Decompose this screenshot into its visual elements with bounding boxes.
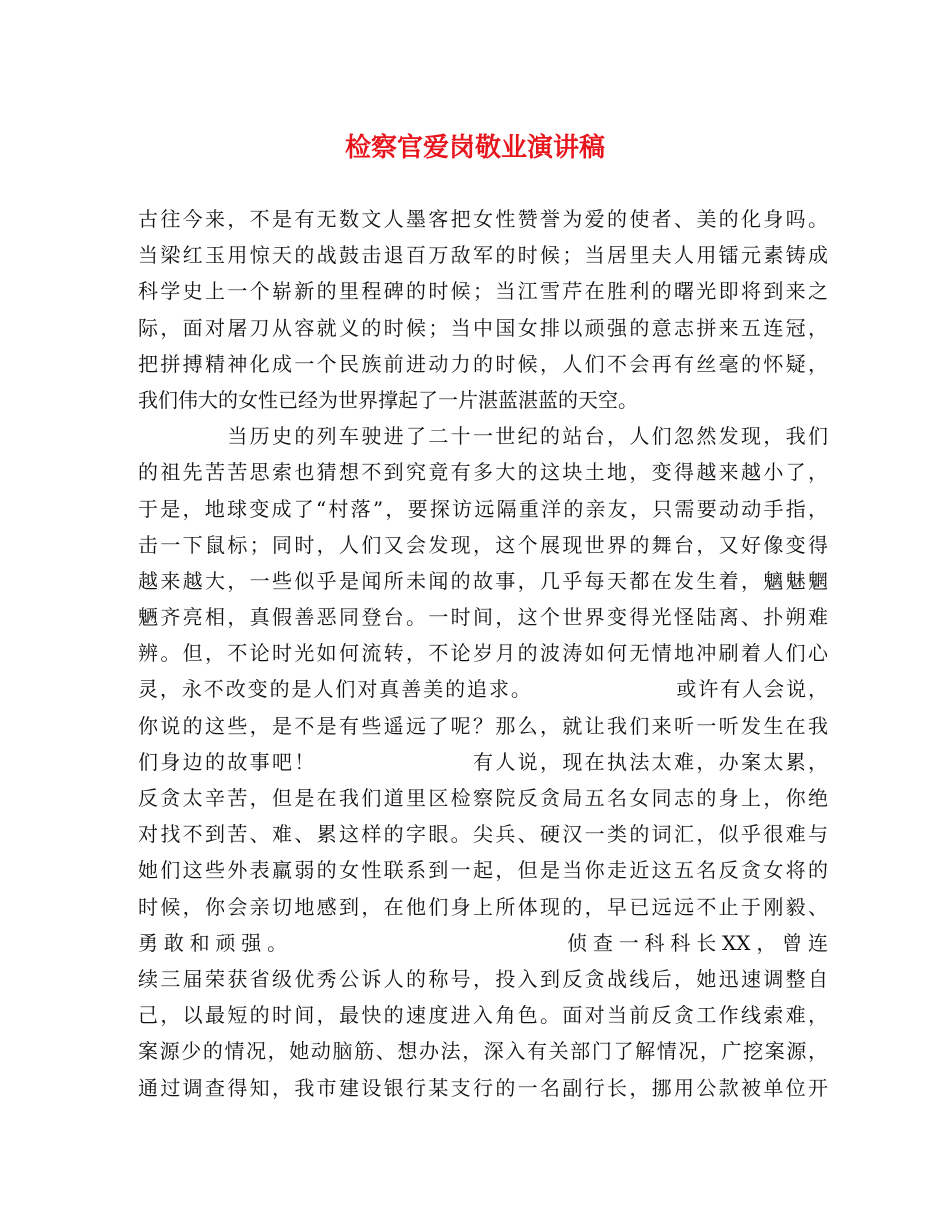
text-line: 她们这些外表羸弱的女性联系到一起，但是当你走近这五名反贪女将的 [138, 858, 828, 883]
text-line: 通过调查得知，我市建设银行某支行的一名副行长，挪用公款被单位开 [138, 1075, 828, 1100]
text-line: 时候，你会亲切地感到，在他们身上所体现的，早已远远不止于刚毅、 [138, 894, 828, 919]
text-line: 科学史上一个崭新的里程碑的时候；当江雪芹在胜利的曙光即将到来之 [138, 279, 828, 304]
text-line: 当历史的列车驶进了二十一世纪的站台，人们忽然发现，我们 [138, 424, 828, 449]
text-line: 我们伟大的女性已经为世界撑起了一片湛蓝湛蓝的天空。 [138, 387, 638, 412]
text-line: 辨。但，不论时光如何流转，不论岁月的波涛如何无情地冲刷着人们心 [138, 641, 828, 666]
text-line: 魉齐亮相，真假善恶同登台。一时间，这个世界变得光怪陆离、扑朔难 [138, 605, 828, 630]
text-line: 你说的这些，是不是有些遥远了呢？那么，就让我们来听一听发生在我 [138, 713, 828, 738]
text-line: 续三届荣获省级优秀公诉人的称号，投入到反贪战线后，她迅速调整自 [138, 966, 828, 991]
text-line: 的祖先苦苦思索也猜想不到究竟有多大的这块土地，变得越来越小了， [138, 460, 828, 485]
document-body [138, 201, 828, 1106]
text-line: 于是，地球变成了“村落”，要探访远隔重洋的亲友，只需要动动手指， [138, 496, 828, 521]
text-line: 把拼搏精神化成一个民族前进动力的时候，人们不会再有丝毫的怀疑， [138, 351, 828, 376]
text-line: 们身边的故事吧！ 有人说，现在执法太难，办案太累， [138, 749, 828, 774]
document-title: 检察官爱岗敬业演讲稿 [344, 133, 605, 163]
text-line: 勇敢和顽强。 侦查一科科长XX，曾连 [138, 930, 828, 955]
text-line: 际，面对屠刀从容就义的时候；当中国女排以顽强的意志拼来五连冠， [138, 315, 828, 340]
text-line: 己，以最短的时间，最快的速度进入角色。面对当前反贪工作线索难， [138, 1003, 828, 1028]
text-line: 反贪太辛苦，但是在我们道里区检察院反贪局五名女同志的身上，你绝 [138, 786, 828, 810]
text-line: 对找不到苦、难、累这样的字眼。尖兵、硬汉一类的词汇，似乎很难与 [138, 822, 828, 847]
text-line: 当梁红玉用惊天的战鼓击退百万敌军的时候；当居里夫人用镭元素铸成 [138, 243, 828, 268]
text-line: 越来越大，一些似乎是闻所未闻的故事，几乎每天都在发生着，魑魅魍 [138, 568, 828, 593]
text-line: 案源少的情况，她动脑筋、想办法，深入有关部门了解情况，广挖案源， [138, 1039, 828, 1064]
text-line: 古往今来，不是有无数文人墨客把女性赞誉为爱的使者、美的化身吗。 [138, 207, 828, 231]
text-line: 灵，永不改变的是人们对真善美的追求。 或许有人会说， [138, 677, 828, 702]
text-line: 击一下鼠标；同时，人们又会发现，这个展现世界的舞台，又好像变得 [138, 532, 828, 557]
